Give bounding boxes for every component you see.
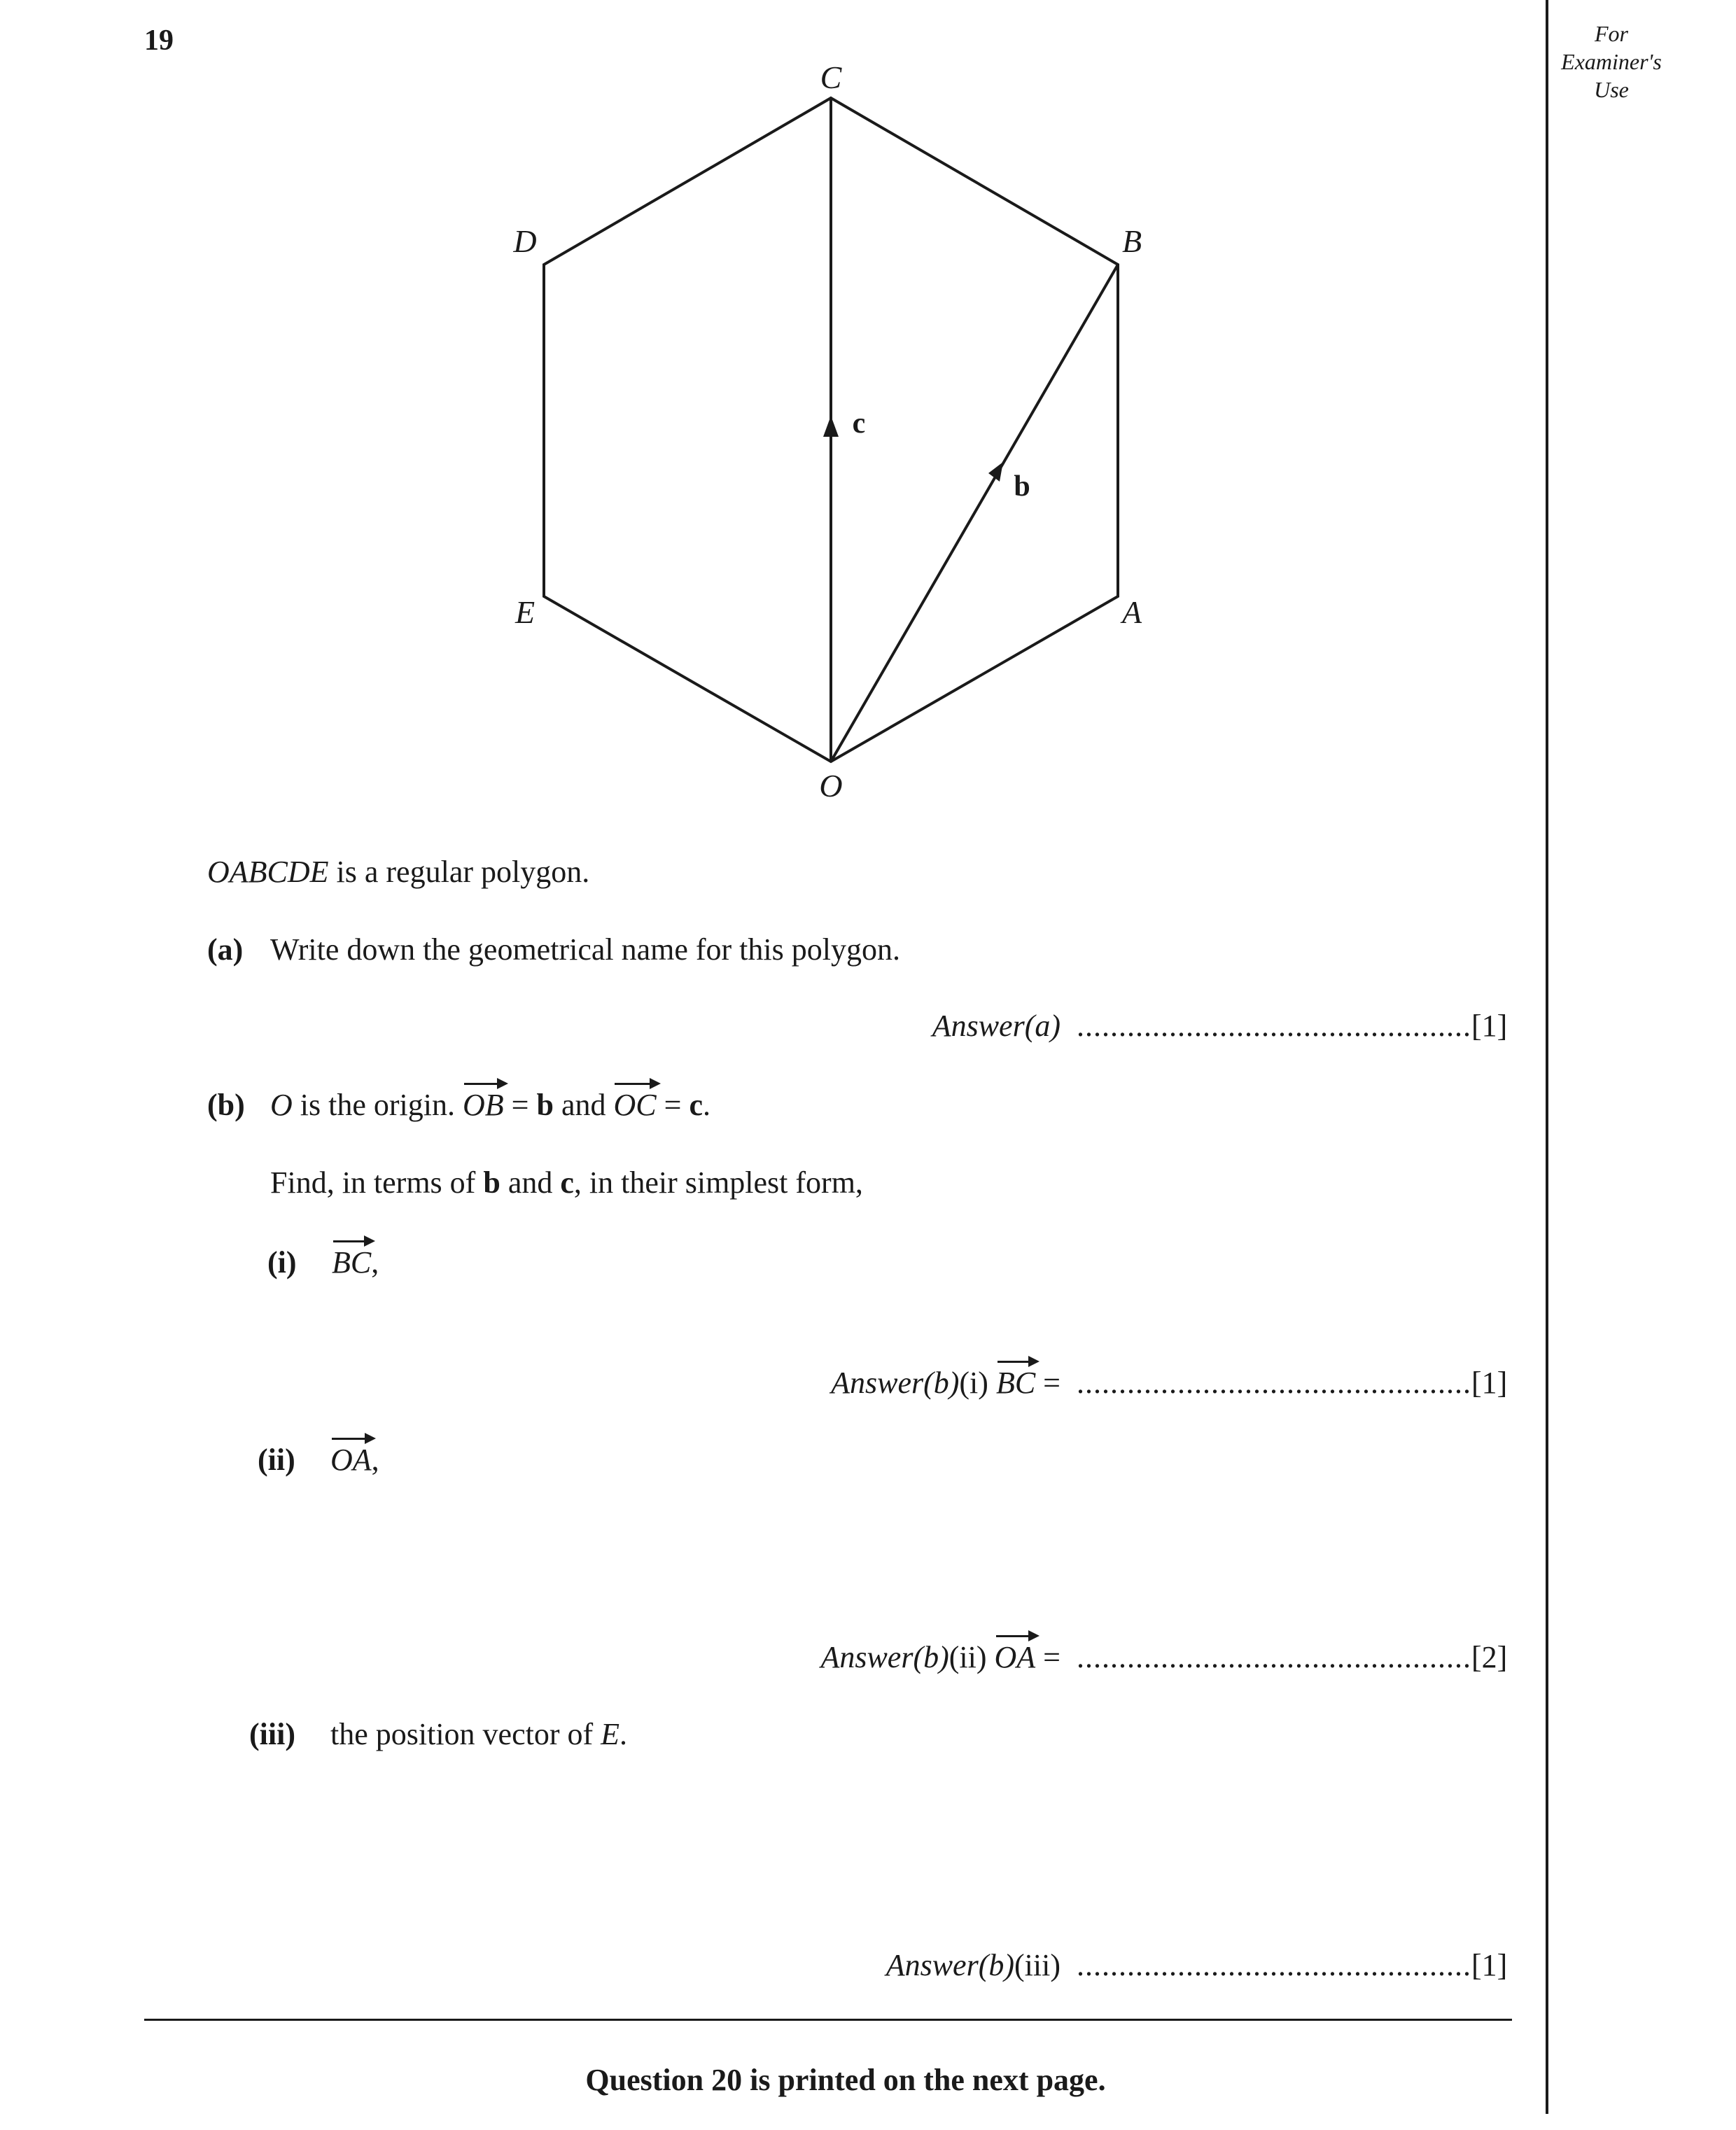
part-biii-text: the position vector of <box>330 1717 601 1751</box>
answer-bii-field[interactable]: ............................................... <box>1077 1640 1471 1674</box>
examiner-label-line-2: Examiner's <box>1561 49 1662 74</box>
part-bi-label: (i) <box>267 1245 297 1280</box>
answer-bi-field[interactable]: ............................................... <box>1077 1366 1471 1400</box>
answer-bi-part: (i) <box>959 1366 996 1400</box>
part-bii-tail: , <box>371 1443 379 1477</box>
part-a-text: Write down the geometrical name for this polygon. <box>270 932 900 967</box>
part-biii-label: (iii) <box>249 1717 295 1751</box>
answer-bi-label-wrap <box>0 1364 1060 1403</box>
answer-bi-equals: = <box>1035 1366 1060 1400</box>
answer-bii-equals: = <box>1035 1640 1060 1674</box>
part-b-statement <box>270 1086 710 1125</box>
vertex-label-b: B <box>1121 223 1142 259</box>
part-b-text-3: and <box>553 1088 614 1122</box>
answer-a-field[interactable]: ............................................... <box>1077 1009 1471 1043</box>
answer-biii-label-wrap <box>0 1946 1060 1985</box>
intro-text: is a regular polygon. <box>328 855 590 889</box>
part-b-text-1: is the origin. <box>292 1088 463 1122</box>
part-b-instruction <box>270 1163 863 1203</box>
answer-a-marks: [1] <box>1471 1009 1508 1043</box>
vector-ob-notation: OB <box>463 1086 504 1125</box>
part-bii-prompt <box>330 1441 379 1480</box>
bold-c: c <box>689 1088 703 1122</box>
find-bold-c: c <box>560 1165 574 1200</box>
vertex-label-o: O <box>819 768 843 804</box>
answer-bi-label: Answer(b) <box>831 1366 960 1400</box>
part-a-label: (a) <box>207 932 244 967</box>
vertex-label-a: A <box>1121 594 1142 630</box>
point-e-symbol: E <box>601 1717 620 1751</box>
bold-b: b <box>536 1088 554 1122</box>
answer-bii-part: (ii) <box>948 1640 995 1674</box>
answer-bi-vector: BC <box>996 1364 1035 1403</box>
find-text-1: Find, in terms of <box>270 1165 484 1200</box>
part-b-text-5: . <box>702 1088 710 1122</box>
vector-b-arrowhead <box>988 462 1003 482</box>
answer-bii-marks: [2] <box>1471 1640 1508 1674</box>
vertex-label-e: E <box>514 594 536 630</box>
find-bold-b: b <box>483 1165 500 1200</box>
find-text-3: , in their simplest form, <box>573 1165 863 1200</box>
answer-a-label-wrap <box>0 1007 1060 1046</box>
answer-biii-part: (iii) <box>1014 1948 1060 1982</box>
find-text-2: and <box>500 1165 561 1200</box>
answer-a-label: Answer(a) <box>932 1009 1060 1043</box>
polygon-name: OABCDE <box>207 855 329 889</box>
part-b-text-4: = <box>656 1088 690 1122</box>
answer-biii-marks: [1] <box>1471 1948 1508 1982</box>
examiner-label-line-3: Use <box>1594 77 1629 102</box>
answer-bii-label: Answer(b) <box>820 1640 949 1674</box>
answer-biii-label: Answer(b) <box>886 1948 1015 1982</box>
footer-divider <box>144 2019 1512 2021</box>
part-bi-tail: , <box>371 1245 379 1280</box>
vertex-label-d: D <box>513 223 537 259</box>
answer-bii-label-wrap <box>0 1638 1060 1677</box>
answer-biii-field[interactable]: ............................................... <box>1077 1948 1471 1982</box>
answer-bii-vector: OA <box>995 1638 1036 1677</box>
vector-label-b: b <box>1014 470 1030 503</box>
vector-ob-line <box>831 265 1118 762</box>
vector-bc-notation: BC <box>332 1243 371 1282</box>
hexagon-diagram <box>0 0 1736 840</box>
question-intro <box>207 853 589 892</box>
examiner-label-line-1: For <box>1595 21 1628 46</box>
part-bii-label: (ii) <box>258 1443 295 1477</box>
answer-bi-marks: [1] <box>1471 1366 1508 1400</box>
part-b-text-2: = <box>503 1088 537 1122</box>
vertex-label-c: C <box>820 59 842 95</box>
vector-c-arrowhead <box>823 416 839 437</box>
part-biii-prompt <box>330 1715 627 1754</box>
part-biii-tail: . <box>620 1717 628 1751</box>
vector-label-c: c <box>852 407 866 440</box>
page-number: 19 <box>144 24 174 57</box>
part-b-label: (b) <box>207 1088 245 1122</box>
vector-oa-notation: OA <box>330 1441 372 1480</box>
origin-symbol: O <box>270 1088 293 1122</box>
vector-oc-notation: OC <box>613 1086 656 1125</box>
part-bi-prompt <box>332 1243 379 1282</box>
footer-note: Question 20 is printed on the next page. <box>585 2063 1106 2097</box>
